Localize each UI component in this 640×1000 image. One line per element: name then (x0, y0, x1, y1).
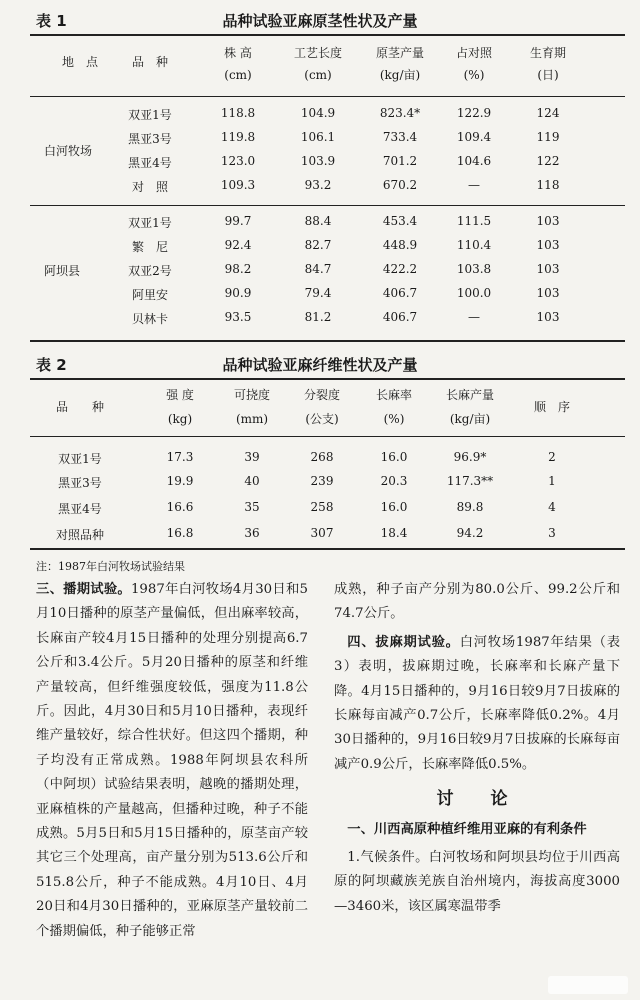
table2-cell: 18.4 (380, 526, 408, 540)
table1-cell: 84.7 (304, 262, 332, 276)
table1-cell: 103 (536, 238, 560, 252)
table2-cell: 89.8 (456, 500, 484, 514)
table2-cell: 40 (244, 474, 260, 488)
table1-cell: 103 (536, 310, 560, 324)
table2-cell: 16.8 (166, 526, 194, 540)
table1-cell: 103.8 (456, 262, 492, 276)
table1-cell: 79.4 (304, 286, 332, 300)
t1-header-3: 工艺长度 (293, 46, 342, 60)
t1-header-0: 地 点 (61, 55, 98, 69)
table1-cell: 122 (536, 154, 560, 168)
t1-header-1: 品 种 (131, 55, 168, 69)
table1-cell: 103 (536, 262, 560, 276)
t2-header-2: 可挠度 (233, 388, 270, 402)
table2-cell: 4 (548, 500, 556, 514)
table1-cell: 98.2 (224, 262, 252, 276)
section-3-text: 1987年白河牧场4月30日和5月10日播种的原茎产量偏低，但出麻率较高，长麻亩产较4月15日播种的处理分别提高6.7公斤和3.4公斤。5月20日播种的原茎和纤维产量较高，但纤维强度较低，强度为11.8公斤。因此，4月30日和5月10日播种，表现纤维产量较好，综合性状好。但这四个播期，种子均没有正常成熟。1988年阿坝县农科所（中阿坝）试验结果表明，越晚的播期处理，亚麻植株的产量越高，但播种过晚，种子不能成熟。5月5日和5月15日播种的，原茎亩产较其它三个处理高，亩产量分别为513.6公斤和515.8公斤，种子不能成熟。4月10日、4月20日和4月30日播种的，亚麻原茎产量较前二个播期偏低，种子能够正常 (36, 582, 308, 939)
table2-cell: 3 (548, 526, 556, 540)
table1-cell: 118 (536, 178, 560, 192)
table1-cell: 81.2 (304, 310, 332, 324)
table2-cell: 307 (310, 526, 334, 540)
right-paragraph-1: 成熟，种子亩产分别为80.0公斤、99.2公斤和74.7公斤。 (334, 582, 620, 622)
table1-cell: 448.9 (382, 238, 418, 252)
table1-cell: 111.5 (456, 214, 492, 228)
table1-cell: 406.7 (382, 286, 418, 300)
table1-top-rule (30, 34, 625, 36)
table2-header (0, 348, 640, 378)
table1-cell: 103 (536, 286, 560, 300)
table2-cell: 268 (310, 450, 334, 464)
table1-cell: 124 (536, 106, 560, 120)
table2-cell: 36 (244, 526, 260, 540)
table1-cell: 90.9 (224, 286, 252, 300)
table1-cell: 109.4 (456, 130, 492, 144)
table1-cell: 99.7 (224, 214, 252, 228)
t2-header-unit-5: (kg/亩) (449, 412, 491, 426)
left-column (36, 578, 308, 944)
table2-cell: 黑亚4号 (58, 502, 102, 516)
table1-cell: 106.1 (300, 130, 336, 144)
table1-cell: 823.4* (379, 106, 421, 120)
table1-cell: 453.4 (382, 214, 418, 228)
table1-cell: 阿里安 (131, 288, 168, 302)
section-3-heading: 三、播期试验。 (36, 582, 131, 597)
table2-note: 注：1987年白河牧场试验结果 (36, 560, 185, 573)
table1-cell: 422.2 (382, 262, 418, 276)
table1-cell: 双亚2号 (128, 264, 172, 278)
left-paragraph (36, 578, 308, 944)
table1-cell: 103.9 (300, 154, 336, 168)
table1-cell: 贝林卡 (131, 312, 168, 326)
table2-cell: 20.3 (380, 474, 408, 488)
t1-header-5: 占对照 (455, 46, 492, 60)
table1-cell: — (468, 310, 480, 324)
table1-cell: 670.2 (382, 178, 418, 192)
table1-group-rule (30, 205, 625, 206)
table2-cell: 双亚1号 (58, 452, 102, 466)
table1-cell: 92.4 (224, 238, 252, 252)
t2-header-unit-3: (公支) (305, 412, 339, 426)
table1-cell: 119.8 (220, 130, 256, 144)
table1-cell: 103 (536, 214, 560, 228)
t2-header-1: 强 度 (166, 388, 194, 402)
t2-header-6: 顺 序 (533, 400, 570, 414)
watermark-overlay (548, 976, 628, 994)
discussion-heading: 讨 论 (436, 789, 518, 810)
table2-cell: 1 (548, 474, 556, 488)
table2-label: 表 2 (36, 356, 67, 374)
table1-cell: 82.7 (304, 238, 332, 252)
t1-header-6: 生育期 (529, 46, 566, 60)
t1-header-2: 株 高 (224, 46, 252, 60)
table2-cell: 16.0 (380, 450, 408, 464)
table1-cell: — (468, 178, 480, 192)
table1-cell: 黑亚4号 (128, 156, 172, 170)
table2-cell: 17.3 (166, 450, 194, 464)
t1-header-4: 原茎产量 (375, 46, 424, 60)
section-4-text: 白河牧场1987年结果（表3）表明，拔麻期过晚，长麻率和长麻产量下降。4月15日播种的，9月16日较9月7日拔麻的长麻每亩减产0.7公斤，长麻率降低0.2%。4月30日播种的，9月16日较9月7日拔麻的长麻每亩减产0.9公斤，长麻率降低0.5%。 (334, 634, 620, 772)
t2-header-4: 长麻率 (375, 388, 412, 402)
t1-header-unit-4: (kg/亩) (379, 68, 421, 82)
table2-cell: 94.2 (456, 526, 484, 540)
table2-cell: 19.9 (166, 474, 194, 488)
table1-cell: 100.0 (456, 286, 492, 300)
table1-cell: 118.8 (220, 106, 256, 120)
table2-cell: 16.6 (166, 500, 194, 514)
table1-cell: 繁 尼 (131, 240, 168, 254)
table2-cell: 117.3** (446, 474, 494, 488)
table1-cell: 对 照 (131, 180, 168, 194)
table1-cell: 88.4 (304, 214, 332, 228)
table2-cell: 39 (244, 450, 260, 464)
t2-header-unit-1: (kg) (167, 412, 193, 426)
table2-cell: 96.9* (453, 450, 487, 464)
t2-header-5: 长麻产量 (445, 388, 494, 402)
table1-header-rule (30, 96, 625, 97)
t2-header-0: 品 种 (55, 400, 104, 414)
table1-site-1: 阿坝县 (44, 264, 81, 278)
table1-cell: 双亚1号 (128, 216, 172, 230)
table1-label: 表 1 (36, 12, 67, 30)
table1-cell: 93.2 (304, 178, 332, 192)
table1-cell: 93.5 (224, 310, 252, 324)
table2-bottom-rule (30, 548, 625, 550)
t2-header-unit-2: (mm) (235, 412, 269, 426)
table1-cell: 110.4 (456, 238, 492, 252)
table2-cell: 258 (310, 500, 334, 514)
table1-bottom-rule (30, 340, 625, 342)
table2-cell: 16.0 (380, 500, 408, 514)
table2-cell: 2 (548, 450, 556, 464)
table2-top-rule (30, 378, 625, 380)
table1-cell: 104.9 (300, 106, 336, 120)
t1-header-unit-2: (cm) (224, 68, 252, 82)
table1-title: 品种试验亚麻原茎性状及产量 (222, 12, 418, 30)
table1-cell: 406.7 (382, 310, 418, 324)
table2-cell: 239 (310, 474, 334, 488)
table1-cell: 119 (536, 130, 560, 144)
right-column (334, 578, 620, 919)
table1-site-0: 白河牧场 (44, 144, 93, 158)
table1-cell: 733.4 (382, 130, 418, 144)
table1-cell: 122.9 (456, 106, 492, 120)
table1-cell: 104.6 (456, 154, 492, 168)
table1-cell: 701.2 (382, 154, 418, 168)
table2-cell: 35 (244, 500, 260, 514)
t2-header-unit-4: (%) (383, 412, 405, 426)
t1-header-unit-5: (%) (463, 68, 485, 82)
table1-cell: 双亚1号 (128, 108, 172, 122)
table2-cell: 黑亚3号 (58, 476, 102, 490)
table1-cell: 123.0 (220, 154, 256, 168)
t1-header-unit-6: (日) (537, 68, 559, 82)
t1-header-unit-3: (cm) (304, 68, 332, 82)
table1-header (0, 4, 640, 34)
table2-header-rule (30, 436, 625, 437)
right-paragraph-3: 1.气候条件。白河牧场和阿坝县均位于川西高原的阿坝藏族羌族自治州境内，海拔高度3000—3460米，该区属寒温带季 (334, 850, 620, 914)
section-4-heading: 四、拔麻期试验。 (347, 634, 460, 650)
t2-header-3: 分裂度 (303, 388, 340, 402)
table1-cell: 109.3 (220, 178, 256, 192)
discussion-subheading: 一、川西高原种植纤维用亚麻的有利条件 (347, 821, 587, 837)
table2-title: 品种试验亚麻纤维性状及产量 (222, 356, 418, 374)
table1-cell: 黑亚3号 (128, 132, 172, 146)
right-paragraph-2 (334, 631, 620, 777)
table2-cell: 对照品种 (55, 528, 104, 542)
